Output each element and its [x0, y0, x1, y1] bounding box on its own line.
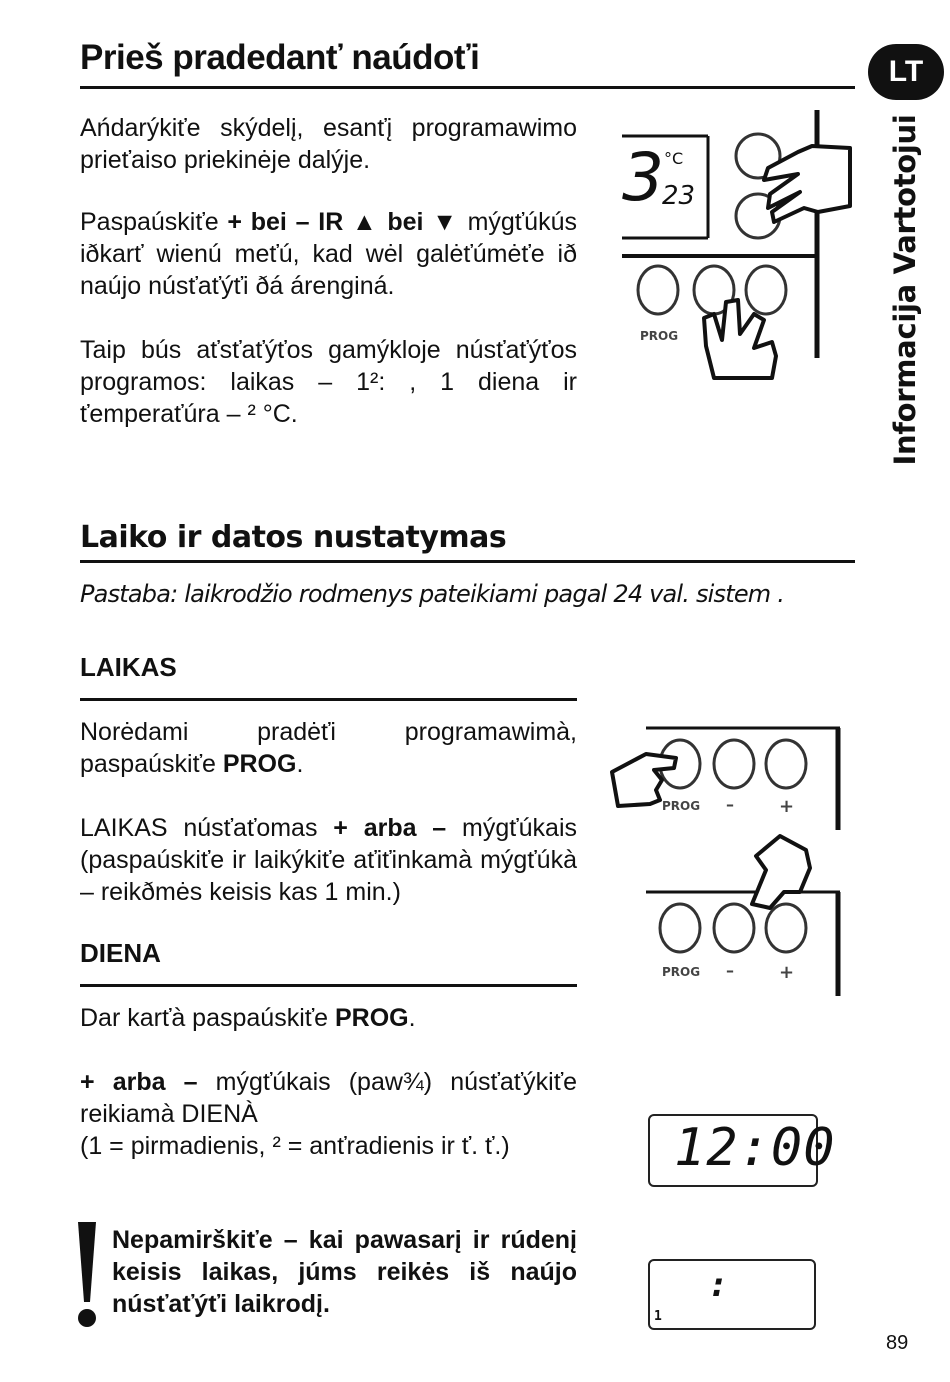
diena-paragraph-2: + arba – mýgťúkais (paw¾) núsťaťýkiťe reikiamà DIENÀ	[80, 1068, 578, 1128]
svg-text:23: 23	[662, 181, 696, 211]
clock-format-note: Pastaba: laikrodžio rodmenys pateikiami pagal 24 val. sistem .	[80, 580, 785, 608]
diena-paragraph-1: Dar karťà paspaúskiťe PROG.	[80, 1004, 416, 1032]
svg-text:+: +	[779, 962, 795, 983]
thermostat-reset-illustration	[622, 108, 854, 390]
warning-text: Nepamirškiťe – kai pawasarį ir rúdenį keisis laikas, júms reikės iš naújo núsťaťýťi laikrodį.	[112, 1226, 577, 1318]
svg-text:+: +	[779, 796, 795, 817]
diena-divider	[80, 984, 577, 987]
diena-heading: DIENA	[80, 938, 161, 968]
lcd-day-display: : 1	[648, 1259, 816, 1330]
svg-text:PROG: PROG	[640, 329, 679, 343]
svg-text:PROG: PROG	[662, 965, 701, 979]
svg-text:–: –	[726, 795, 734, 814]
intro-paragraph-3: Taip bús aťsťaťýťos gamýkloje núsťaťýťos programos: laikas – 1²: , 1 diena ir ťemperaťúra – ² °C.	[80, 336, 577, 428]
plus-minus-button-illustration	[640, 830, 846, 1000]
page-title: Prieš pradedanť naúdoťi	[80, 38, 480, 77]
intro-paragraph-1: Ańdarýkiťe skýdelį, esanťį programawimo prieťaiso priekinėje dalýje.	[80, 114, 577, 174]
svg-text:°C: °C	[664, 149, 684, 168]
title-divider	[80, 86, 855, 89]
laikas-paragraph-2: LAIKAS núsťaťomas + arba – mýgťúkais (paspaúskiťe ir laikýkiťe aťiťinkamà mýgťúkà – reikðmės keisis kas 1 min.)	[80, 814, 577, 906]
section-heading: Laiko ir datos nustatymas	[80, 520, 507, 555]
laikas-paragraph-1: Norėdami pradėťi programawimà, paspaúskiťe PROG.	[80, 718, 577, 778]
intro-paragraph-2: Paspaúskiťe + bei – IR ▲ bei ▼ mýgťúkús iðkarť wienú meťú, kad wėl galėťúmėťe ið naújo núsťaťýťi ðá árenginá.	[80, 208, 577, 300]
section-divider	[80, 560, 855, 563]
svg-text:PROG: PROG	[662, 799, 701, 813]
thermostat-display-digit: 3	[622, 139, 664, 216]
laikas-divider	[80, 698, 577, 701]
laikas-heading: LAIKAS	[80, 652, 177, 682]
sidebar-label: Informacija Vartotojui	[888, 114, 922, 466]
page-number: 89	[886, 1332, 909, 1354]
lcd-time-display: 12:00	[648, 1114, 818, 1187]
svg-text:–: –	[726, 961, 734, 980]
diena-paragraph-3: (1 = pirmadienis, ² = anťradienis ir ť. ť.)	[80, 1132, 510, 1160]
prog-button-illustration	[606, 724, 846, 834]
language-badge: LT	[868, 44, 944, 100]
exclamation-icon	[74, 1222, 100, 1328]
